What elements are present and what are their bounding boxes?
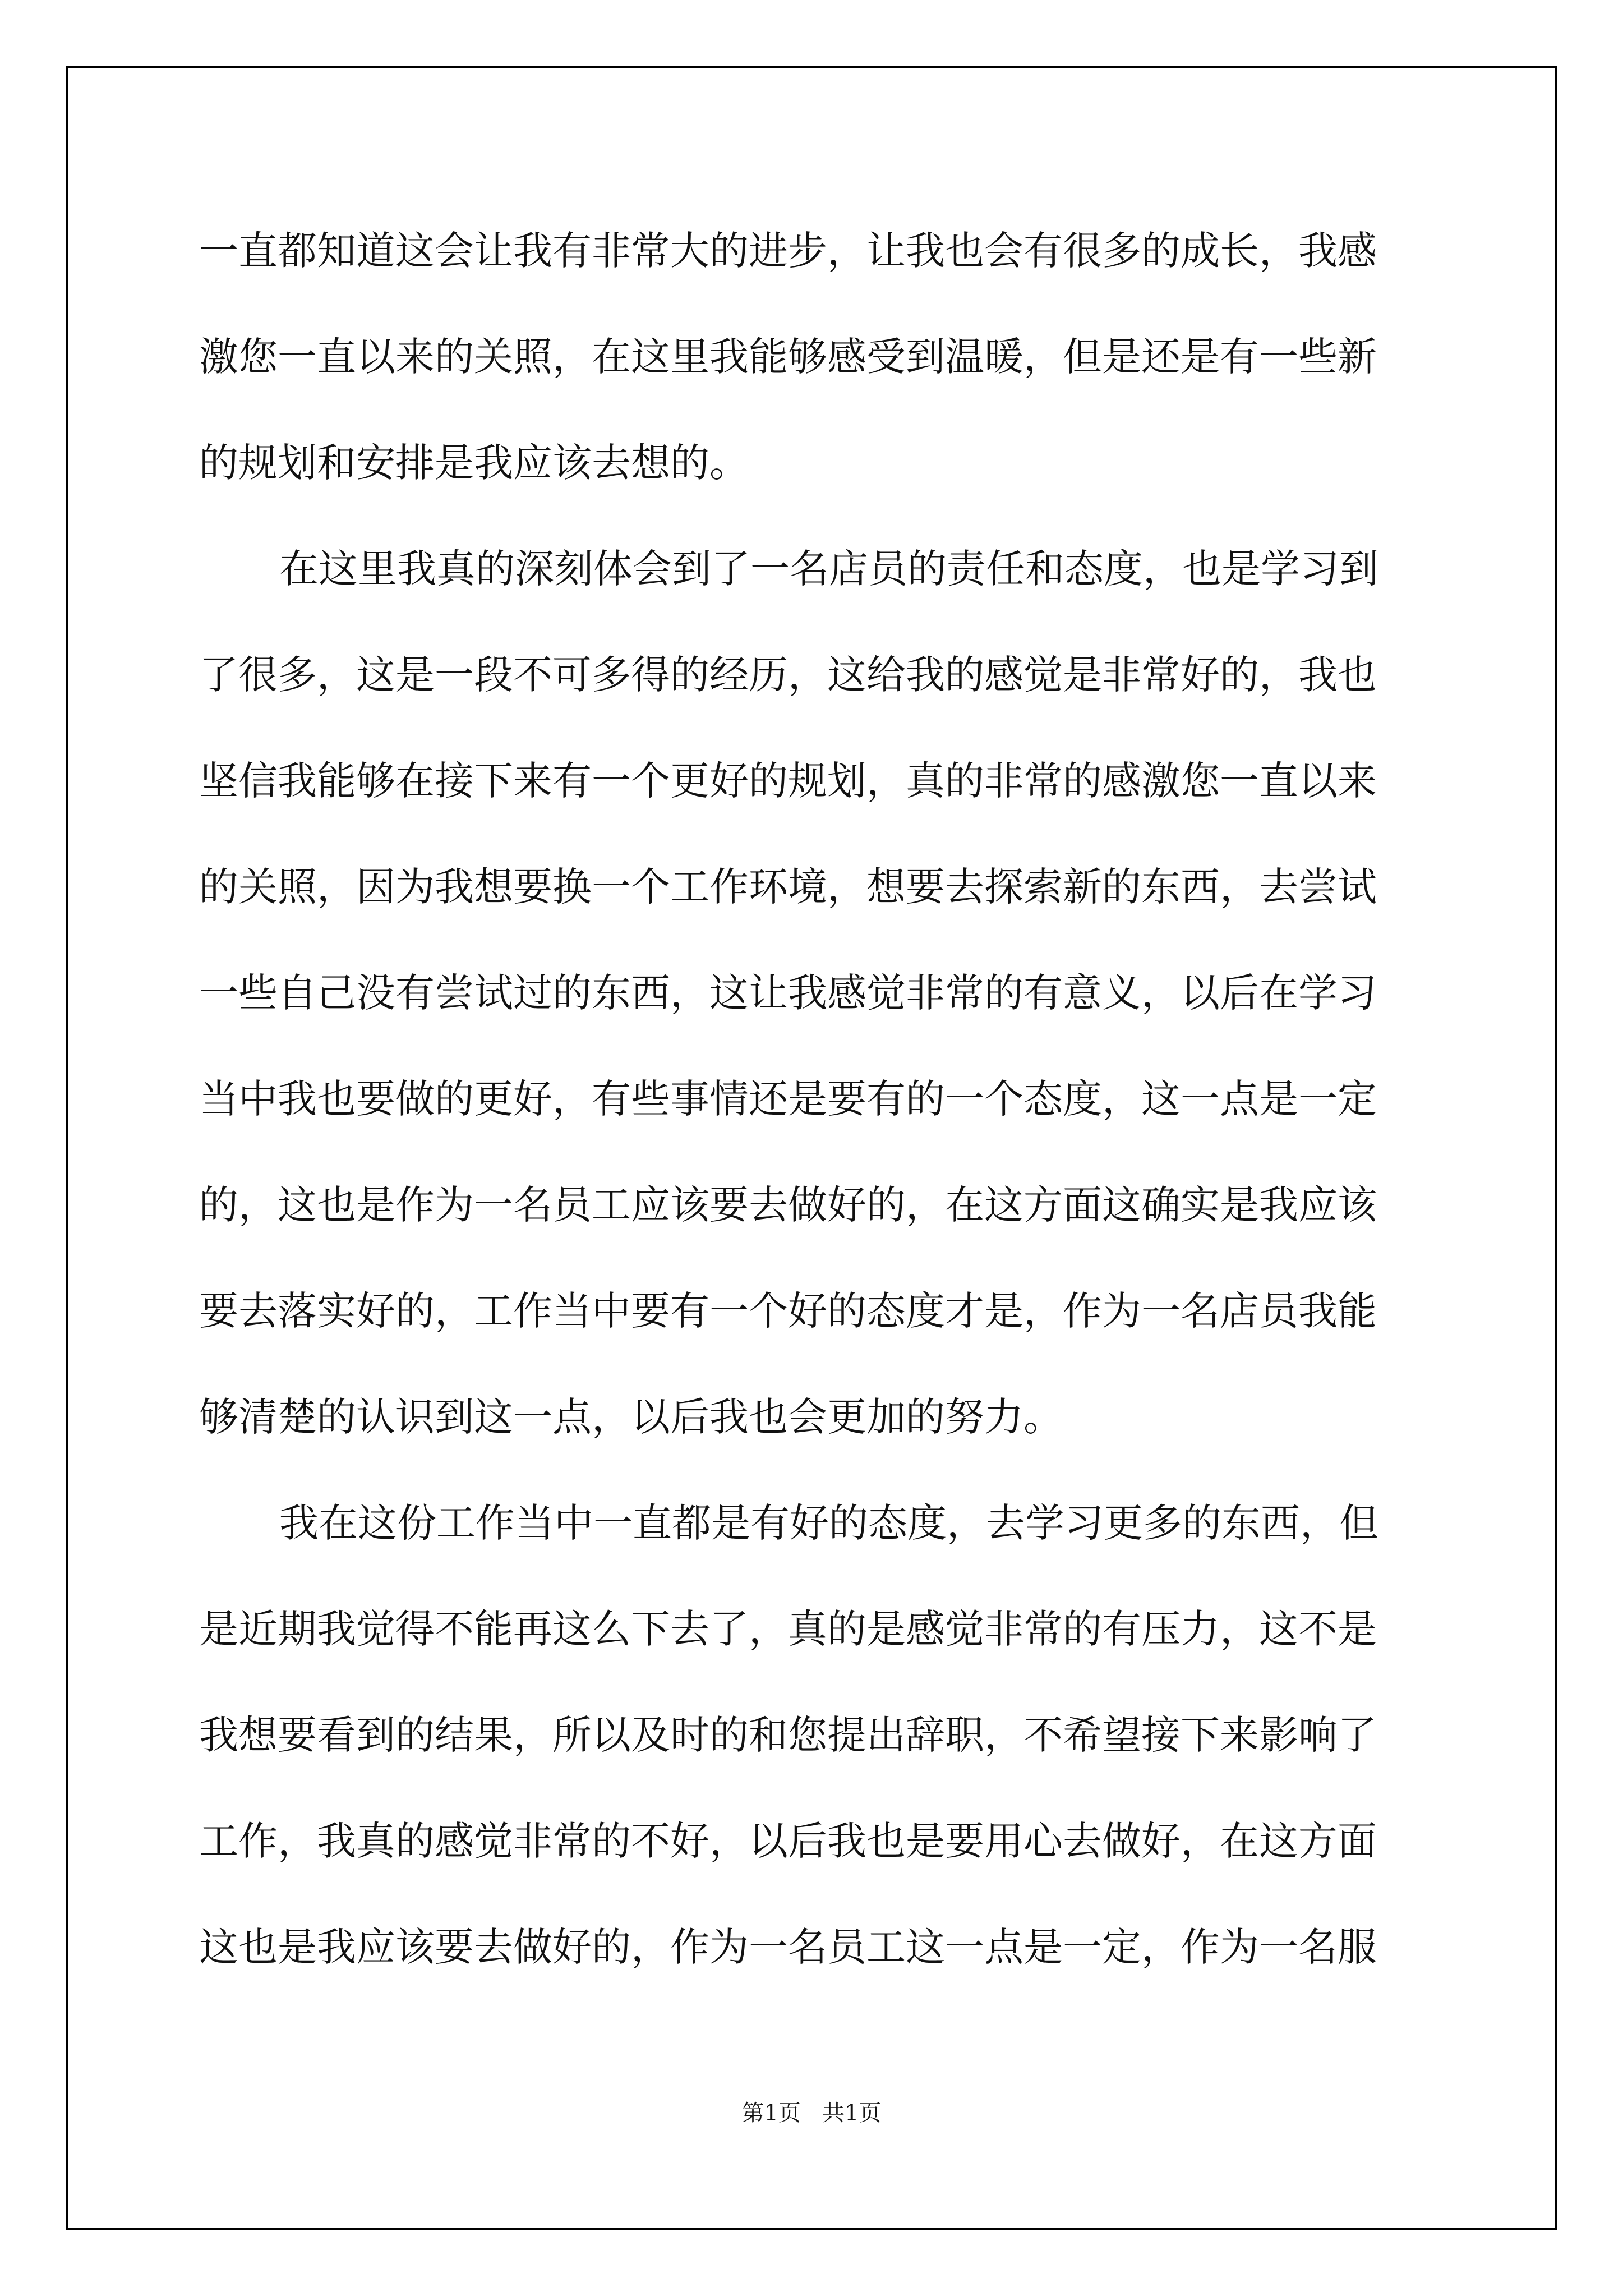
- text-line: 工作，我真的感觉非常的不好，以后我也是要用心去做好，在这方面: [199, 1818, 1377, 1864]
- text-line: 当中我也要做的更好，有些事情还是要有的一个态度，这一点是一定: [199, 1076, 1377, 1122]
- paragraph-first-line: 我在这份工作当中一直都是有好的态度，去学习更多的东西，但: [279, 1500, 1378, 1546]
- text-line: 是近期我觉得不能再这么下去了，真的是感觉非常的有压力，这不是: [199, 1606, 1377, 1652]
- text-line: 一些自己没有尝试过的东西，这让我感觉非常的有意义，以后在学习: [199, 970, 1377, 1016]
- text-line: 坚信我能够在接下来有一个更好的规划，真的非常的感激您一直以来: [199, 758, 1377, 804]
- text-line: 了很多，这是一段不可多得的经历，这给我的感觉是非常好的，我也: [199, 652, 1377, 698]
- text-line: 我想要看到的结果，所以及时的和您提出辞职，不希望接下来影响了: [199, 1712, 1377, 1758]
- page-number-footer: 第1页 共1页: [741, 2100, 882, 2126]
- text-line: 一直都知道这会让我有非常大的进步，让我也会有很多的成长，我感: [199, 228, 1377, 274]
- page-border: [66, 66, 1557, 2230]
- text-line: 要去落实好的，工作当中要有一个好的态度才是，作为一名店员我能: [199, 1288, 1377, 1334]
- paragraph-first-line: 在这里我真的深刻体会到了一名店员的责任和态度，也是学习到: [279, 546, 1378, 592]
- text-line: 这也是我应该要去做好的，作为一名员工这一点是一定，作为一名服: [199, 1924, 1377, 1970]
- text-line: 的规划和安排是我应该去想的。: [199, 440, 749, 486]
- text-line: 的关照，因为我想要换一个工作环境，想要去探索新的东西，去尝试: [199, 864, 1377, 910]
- text-line: 的，这也是作为一名员工应该要去做好的，在这方面这确实是我应该: [199, 1182, 1377, 1228]
- text-line: 够清楚的认识到这一点，以后我也会更加的努力。: [199, 1394, 1063, 1440]
- text-line: 激您一直以来的关照，在这里我能够感受到温暖，但是还是有一些新: [199, 334, 1377, 380]
